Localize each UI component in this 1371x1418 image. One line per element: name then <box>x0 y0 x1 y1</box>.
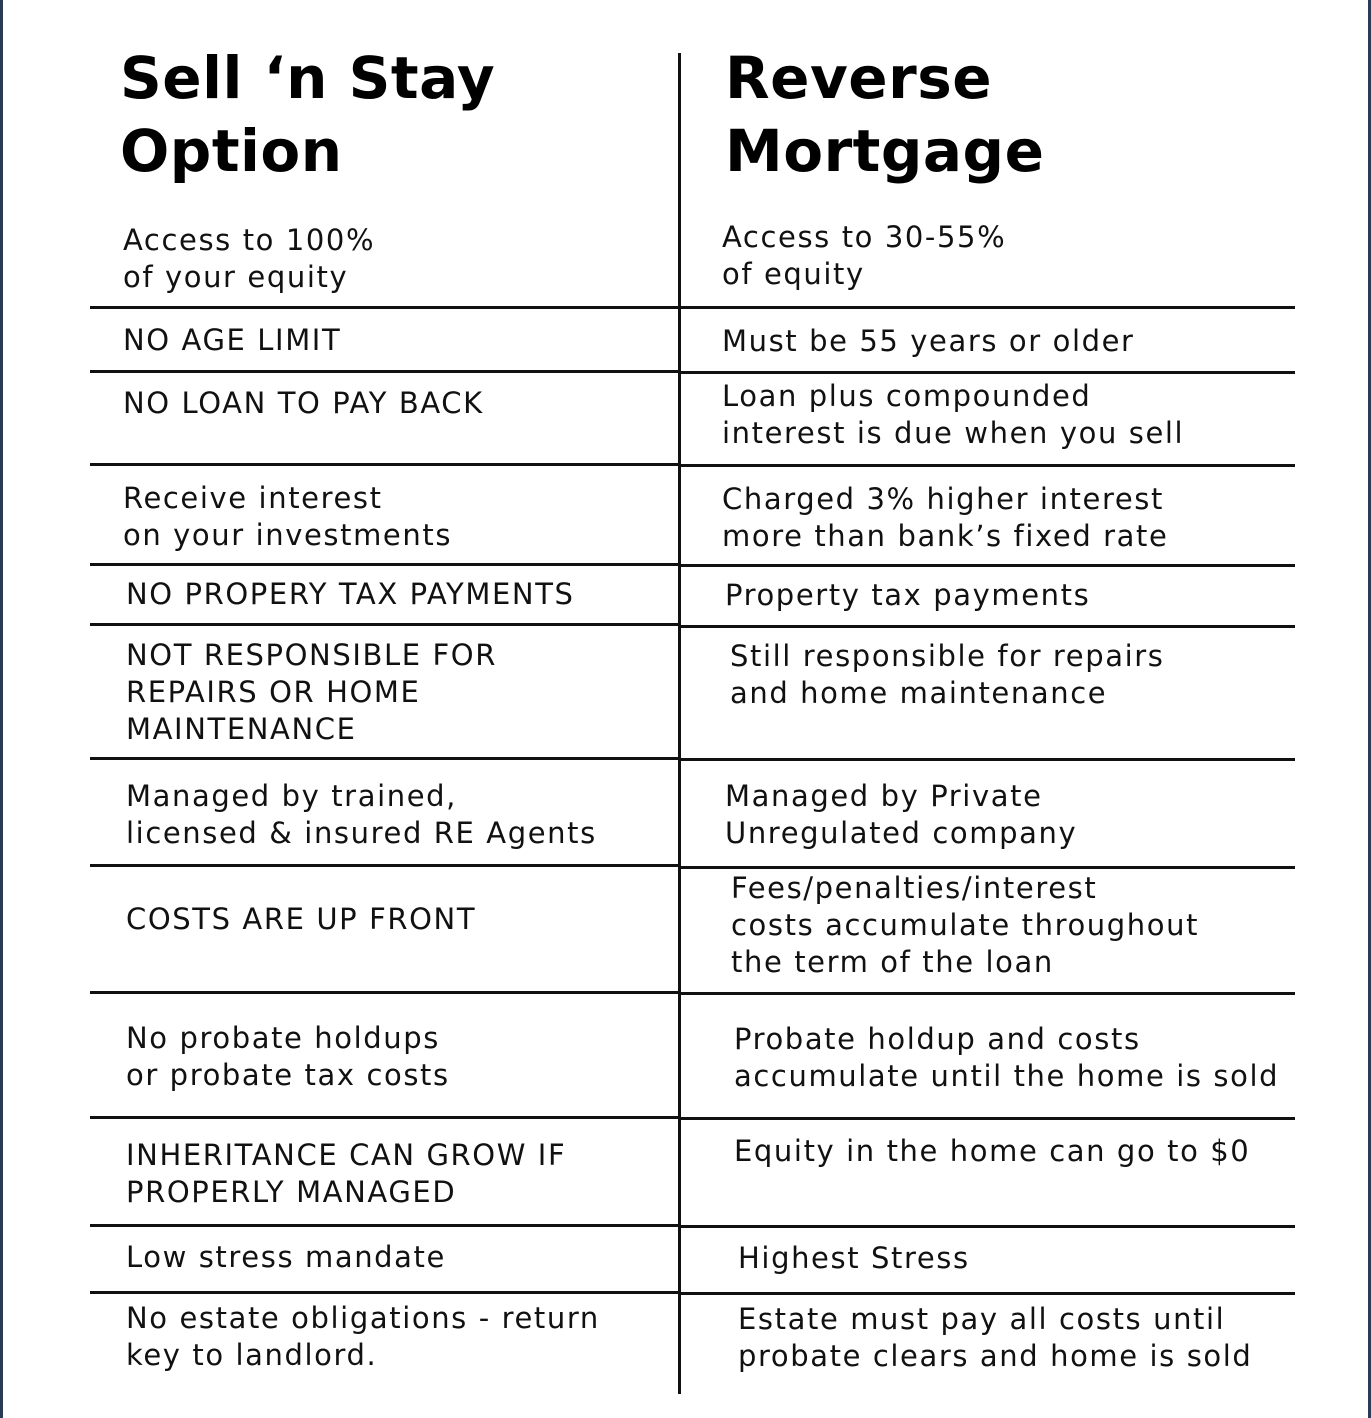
header-sell-n-stay: Sell ‘n Stay Option <box>120 44 496 185</box>
row-divider <box>680 992 1295 995</box>
reverse-mortgage-cell: Highest Stress <box>738 1241 970 1275</box>
row-divider <box>90 463 680 466</box>
row-divider <box>680 371 1295 374</box>
sell-n-stay-cell: Managed by trained, licensed & insured RE Agents <box>126 779 597 850</box>
row-divider <box>90 757 680 760</box>
row-divider <box>680 1292 1295 1295</box>
row-divider <box>680 1117 1295 1120</box>
row-divider <box>90 563 680 566</box>
reverse-mortgage-cell: Charged 3% higher interest more than bank’s fixed rate <box>722 482 1169 553</box>
row-divider <box>680 564 1295 567</box>
sell-n-stay-cell: NO PROPERY TAX PAYMENTS <box>126 577 575 611</box>
sell-n-stay-cell: No probate holdups or probate tax costs <box>126 1021 450 1092</box>
reverse-mortgage-cell: Access to 30-55% of equity <box>722 220 1007 291</box>
page-frame-left <box>0 0 3 1418</box>
row-divider <box>680 758 1295 761</box>
sell-n-stay-cell: NO LOAN TO PAY BACK <box>123 386 484 420</box>
row-divider <box>90 1291 680 1294</box>
sell-n-stay-cell: Low stress mandate <box>126 1240 446 1274</box>
row-divider <box>680 464 1295 467</box>
header-reverse-mortgage: Reverse Mortgage <box>725 44 1045 185</box>
row-divider <box>90 991 680 994</box>
sell-n-stay-cell: INHERITANCE CAN GROW IF PROPERLY MANAGED <box>126 1138 567 1209</box>
reverse-mortgage-cell: Still responsible for repairs and home maintenance <box>730 639 1165 710</box>
row-divider <box>90 864 680 867</box>
reverse-mortgage-cell: Estate must pay all costs until probate clears and home is sold <box>738 1302 1253 1373</box>
sell-n-stay-cell: COSTS ARE UP FRONT <box>126 902 477 936</box>
sell-n-stay-cell: Access to 100% of your equity <box>123 223 376 294</box>
reverse-mortgage-cell: Equity in the home can go to $0 <box>734 1134 1251 1168</box>
reverse-mortgage-cell: Probate holdup and costs accumulate until the home is sold <box>734 1022 1280 1093</box>
column-divider <box>678 53 681 1394</box>
row-divider <box>90 306 680 309</box>
row-divider <box>90 623 680 626</box>
row-divider <box>680 866 1295 869</box>
row-divider <box>90 1224 680 1227</box>
reverse-mortgage-cell: Must be 55 years or older <box>722 324 1135 358</box>
row-divider <box>680 625 1295 628</box>
sell-n-stay-cell: Receive interest on your investments <box>123 481 453 552</box>
sell-n-stay-cell: NO AGE LIMIT <box>123 323 342 357</box>
row-divider <box>680 1225 1295 1228</box>
reverse-mortgage-cell: Loan plus compounded interest is due when you sell <box>722 379 1185 450</box>
reverse-mortgage-cell: Property tax payments <box>725 578 1091 612</box>
row-divider <box>90 1116 680 1119</box>
reverse-mortgage-cell: Managed by Private Unregulated company <box>725 779 1078 850</box>
row-divider <box>680 306 1295 309</box>
row-divider <box>90 370 680 373</box>
sell-n-stay-cell: NOT RESPONSIBLE FOR REPAIRS OR HOME MAINTENANCE <box>126 638 497 746</box>
reverse-mortgage-cell: Fees/penalties/interest costs accumulate throughout the term of the loan <box>731 871 1200 979</box>
sell-n-stay-cell: No estate obligations - return key to landlord. <box>126 1301 600 1372</box>
